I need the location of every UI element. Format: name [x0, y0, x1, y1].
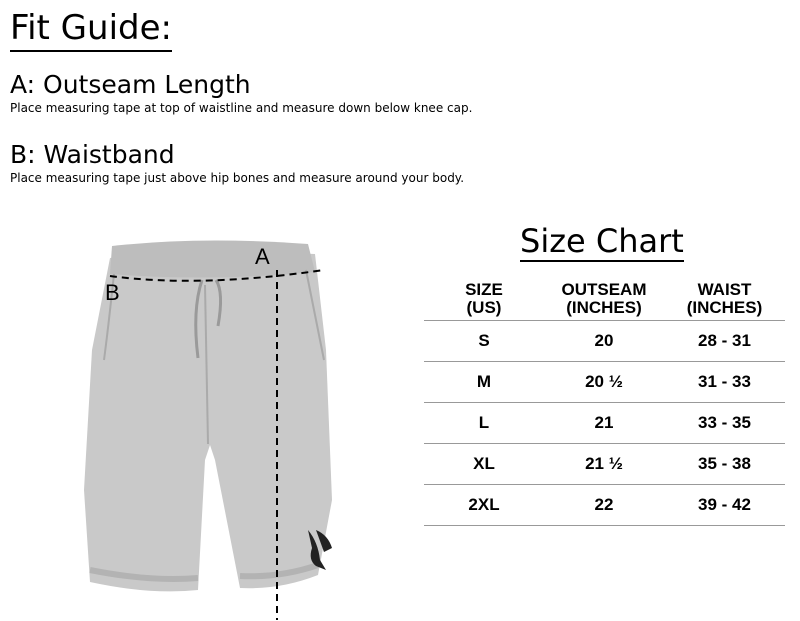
table-row	[424, 362, 785, 403]
size-cell: XL	[424, 444, 544, 485]
size-cell: L	[424, 403, 544, 444]
header-waist	[664, 278, 785, 321]
outseam-cell: 20 ½	[544, 362, 664, 403]
outseam-cell: 20	[544, 321, 664, 362]
size-chart-title: Size Chart	[520, 222, 684, 260]
waistband-heading: B: Waistband	[10, 140, 175, 169]
header-waist-line2: (INCHES)	[686, 298, 763, 317]
header-waist-line1: WAIST	[697, 280, 752, 299]
label-b: B	[105, 280, 120, 305]
header-outseam	[544, 278, 664, 321]
outseam-cell: 22	[544, 485, 664, 526]
size-chart-header-row	[424, 278, 785, 321]
header-size-line1: SIZE	[465, 280, 503, 299]
size-cell: S	[424, 321, 544, 362]
waist-cell: 39 - 42	[664, 485, 785, 526]
size-cell: M	[424, 362, 544, 403]
header-outseam-line2: (INCHES)	[566, 298, 642, 317]
waist-cell: 28 - 31	[664, 321, 785, 362]
table-row	[424, 403, 785, 444]
header-outseam-line1: OUTSEAM	[561, 280, 647, 299]
label-a: A	[255, 244, 270, 269]
outseam-description: Place measuring tape at top of waistline and measure down below knee cap.	[10, 101, 473, 115]
waist-cell: 35 - 38	[664, 444, 785, 485]
table-row	[424, 444, 785, 485]
waist-cell: 31 - 33	[664, 362, 785, 403]
size-chart-table	[424, 278, 785, 526]
table-row	[424, 321, 785, 362]
shorts-diagram	[80, 230, 340, 620]
size-cell: 2XL	[424, 485, 544, 526]
outseam-cell: 21 ½	[544, 444, 664, 485]
outseam-cell: 21	[544, 403, 664, 444]
waistband-description: Place measuring tape just above hip bones and measure around your body.	[10, 171, 465, 185]
waistband	[110, 240, 315, 277]
header-size	[424, 278, 544, 321]
outseam-heading: A: Outseam Length	[10, 70, 251, 99]
header-size-line2: (US)	[466, 298, 502, 317]
page-title: Fit Guide:	[10, 8, 172, 52]
table-row	[424, 485, 785, 526]
waist-cell: 33 - 35	[664, 403, 785, 444]
